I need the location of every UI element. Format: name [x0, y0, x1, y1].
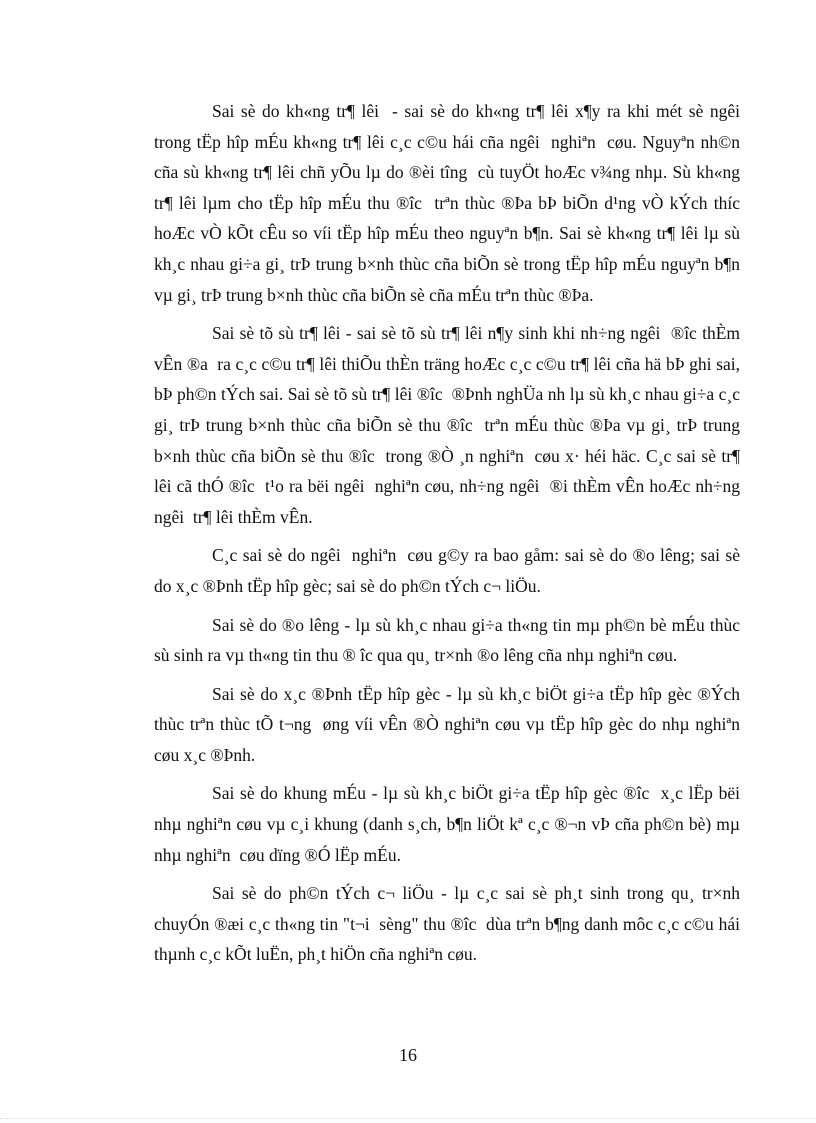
- page-number: 16: [399, 1045, 417, 1065]
- paragraph-response-error: Sai sè tõ sù tr¶ lêi - sai sè tõ sù tr¶ lêi n¶y sinh khi nh÷ng ngêi ®îc thÈm vÊn ®a ra c¸c c©u tr¶ lêi thiÕu thÈn träng hoÆc c¸c c©u tr¶ lêi cña hä bÞ ghi sai, bÞ ph©n tÝch sai. Sai sè tõ sù tr¶ lêi ®îc ®Þnh nghÜa nh lµ sù kh¸c nhau gi÷a c¸c gi¸ trÞ trung b×nh thùc cña biÕn sè thu ®îc trªn mÉu thùc ®Þa vµ gi¸ trÞ trung b×nh thùc cña biÕn sè thu ®îc trong ®Ò ¸n nghiªn cøu x· héi häc. C¸c sai sè tr¶ lêi cã thÓ ®îc t¹o ra bëi ngêi nghiªn cøu, nh÷ng ngêi ®i thÈm vÊn hoÆc nh÷ng ngêi tr¶ lêi thÈm vÊn.: [154, 323, 745, 527]
- paragraph-measurement-error: Sai sè do ®o lêng - lµ sù kh¸c nhau gi÷a th«ng tin mµ ph©n bè mÉu thùc sù sinh ra vµ th«ng tin thu ® îc qua qu¸ tr×nh ®o lêng cña nhµ nghiªn cøu.: [154, 614, 745, 666]
- paragraph-nonresponse-error: Sai sè do kh«ng tr¶ lêi - sai sè do kh«ng tr¶ lêi x¶y ra khi mét sè ngêi trong tËp hîp mÉu kh«ng tr¶ lêi c¸c c©u hái cña ngêi nghiªn cøu. Nguyªn nh©n cña sù kh«ng tr¶ lêi chñ yÕu lµ do ®èi tîng cù tuyÖt hoÆc v¾ng nhµ. Sù kh«ng tr¶ lêi lµm cho tËp hîp mÉu thu ®îc trªn thùc ®Þa bÞ biÕn d¹ng vÒ kÝch thíc hoÆc vÒ kÕt cÊu so víi tËp hîp mÉu theo nguyªn b¶n. Sai sè kh«ng tr¶ lêi lµ sù kh¸c nhau gi÷a gi¸ trÞ trung b×nh thùc cña biÕn sè trong tËp hîp mÉu nguyªn b¶n vµ gi¸ trÞ trung b×nh thùc cña biÕn sè cña mÉu trªn thùc ®Þa.: [154, 101, 749, 305]
- page-bottom-divider: [0, 1118, 816, 1119]
- paragraph-researcher-errors: C¸c sai sè do ngêi nghiªn cøu g©y ra bao gåm: sai sè do ®o lêng; sai sè do x¸c ®Þnh tËp hîp gèc; sai sè do ph©n tÝch c¬ liÖu.: [154, 545, 745, 596]
- paragraph-sampling-frame-error: Sai sè do khung mÉu - lµ sù kh¸c biÖt gi÷a tËp hîp gèc ®îc x¸c lËp bëi nhµ nghiªn cøu vµ c¸i khung (danh s¸ch, b¶n liÖt kª c¸c ®¬n vÞ cña ph©n bè) mµ nhµ nghiªn cøu dïng ®Ó lËp mÉu.: [154, 783, 745, 865]
- paragraph-analysis-error: Sai sè do ph©n tÝch c¬ liÖu - lµ c¸c sai sè ph¸t sinh trong qu¸ tr×nh chuyÓn ®æi c¸c th«ng tin "t¬i sèng" thu ®îc dùa trªn b¶ng danh môc c¸c c©u hái thµnh c¸c kÕt luËn, ph¸t hiÖn cña nghiªn cøu.: [154, 883, 745, 965]
- document-body: [154, 96, 749, 978]
- paragraph-population-definition-error: Sai sè do x¸c ®Þnh tËp hîp gèc - lµ sù kh¸c biÖt gi÷a tËp hîp gèc ®Ých thùc trªn thùc tÕ t¬ng øng víi vÊn ®Ò nghiªn cøu vµ tËp hîp gèc do nhµ nghiªn cøu x¸c ®Þnh.: [154, 683, 749, 765]
